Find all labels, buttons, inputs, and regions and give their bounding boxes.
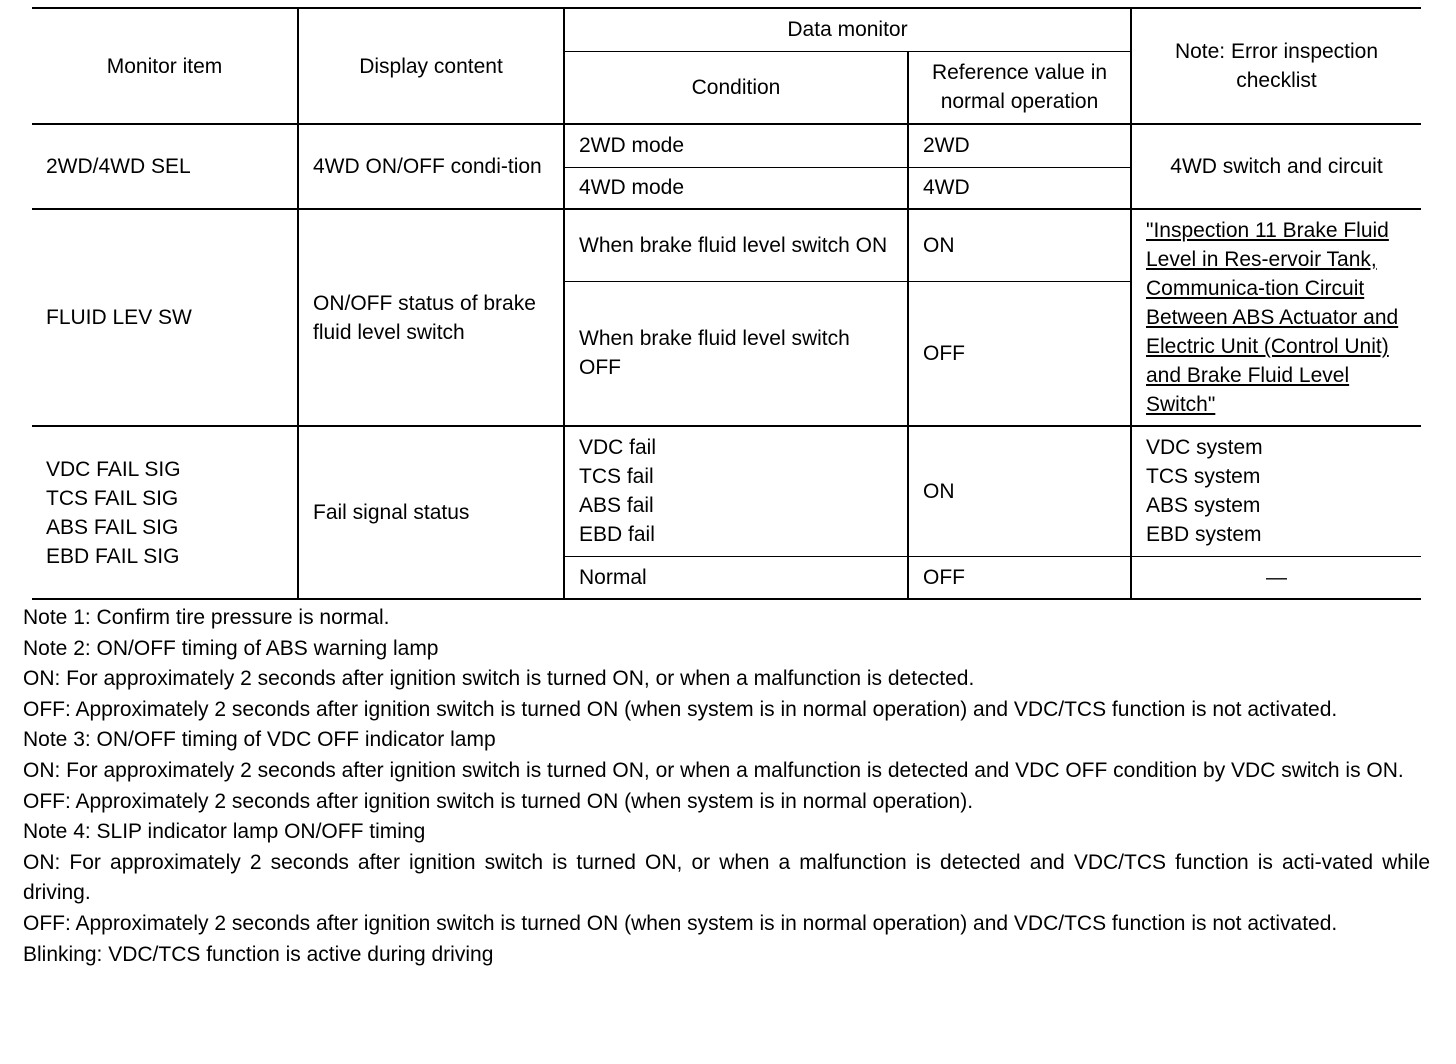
cell-note-fluid [1131,209,1421,426]
note-abs-system: ABS system [1146,494,1261,518]
note-3-on: ON: For approximately 2 seconds after ignition switch is turned ON, or when a malfunction is detected and VDC OFF condition by VDC switch is ON. [23,758,1404,782]
cell-condition-4wd-mode: 4WD mode [564,167,908,209]
condition-tcs-fail: TCS fail [579,465,654,489]
note-tcs-system: TCS system [1146,465,1261,489]
note-3-title: Note 3: ON/OFF timing of VDC OFF indicator lamp [23,728,496,752]
cell-ref-fluid-on: ON [908,209,1131,281]
inspection-11-link[interactable]: "Inspection 11 Brake Fluid Level in Res-ervoir Tank, Communica-tion Circuit Between ABS Actuator and Electric Unit (Control Unit) and Brake Fluid Level Switch" [1146,219,1399,416]
cell-ref-2wd: 2WD [908,124,1131,167]
header-data-monitor: Data monitor [564,8,1131,51]
note-2-on: ON: For approximately 2 seconds after ignition switch is turned ON, or when a malfunction is detected. [23,667,975,691]
cell-note-fail [1131,426,1421,556]
cell-display-2wd4wd: 4WD ON/OFF condi-tion [298,124,564,209]
condition-vdc-fail: VDC fail [579,436,657,460]
condition-abs-fail: ABS fail [579,494,654,518]
monitor-tcs-fail-sig: TCS FAIL SIG [46,486,179,510]
note-3-off: OFF: Approximately 2 seconds after ignition switch is turned ON (when system is in normal operation). [23,789,974,813]
cell-condition-fail [564,426,908,556]
header-reference-value: Reference value in normal operation [908,51,1131,124]
cell-display-fluid: ON/OFF status of brake fluid level switch [298,209,564,426]
data-monitor-table [32,7,1421,600]
monitor-vdc-fail-sig: VDC FAIL SIG [46,457,181,481]
cell-condition-normal: Normal [564,556,908,599]
note-4-blinking: Blinking: VDC/TCS function is active during driving [23,942,494,966]
note-4-title: Note 4: SLIP indicator lamp ON/OFF timing [23,820,426,844]
cell-note-dash: — [1131,556,1421,599]
header-condition: Condition [564,51,908,124]
header-monitor-item: Monitor item [32,8,298,124]
cell-ref-fluid-off: OFF [908,281,1131,426]
cell-ref-4wd: 4WD [908,167,1131,209]
cell-monitor-fail [32,426,298,599]
note-2-title: Note 2: ON/OFF timing of ABS warning lamp [23,636,439,660]
condition-ebd-fail: EBD fail [579,523,655,547]
cell-condition-fluid-off: When brake fluid level switch OFF [564,281,908,426]
note-4-on: ON: For approximately 2 seconds after ignition switch is turned ON, or when a malfunction is detected and VDC/TCS function is acti-vated while driving. [23,850,1430,905]
header-note: Note: Error inspection checklist [1131,8,1421,124]
cell-ref-fail-on: ON [908,426,1131,556]
cell-ref-fail-off: OFF [908,556,1131,599]
monitor-abs-fail-sig: ABS FAIL SIG [46,515,179,539]
cell-condition-2wd-mode: 2WD mode [564,124,908,167]
note-4-off: OFF: Approximately 2 seconds after ignition switch is turned ON (when system is in normal operation) and VDC/TCS function is not activated. [23,911,1338,935]
notes-section [23,603,1430,970]
cell-display-fail: Fail signal status [298,426,564,599]
cell-condition-fluid-on: When brake fluid level switch ON [564,209,908,281]
note-2-off: OFF: Approximately 2 seconds after ignition switch is turned ON (when system is in normal operation) and VDC/TCS function is not activated. [23,697,1338,721]
cell-monitor-fluid: FLUID LEV SW [32,209,298,426]
cell-note-4wd-switch: 4WD switch and circuit [1131,124,1421,209]
note-ebd-system: EBD system [1146,523,1262,547]
note-vdc-system: VDC system [1146,436,1263,460]
monitor-ebd-fail-sig: EBD FAIL SIG [46,544,180,568]
note-1: Note 1: Confirm tire pressure is normal. [23,606,390,629]
cell-monitor-2wd4wd: 2WD/4WD SEL [32,124,298,209]
header-display-content: Display content [298,8,564,124]
